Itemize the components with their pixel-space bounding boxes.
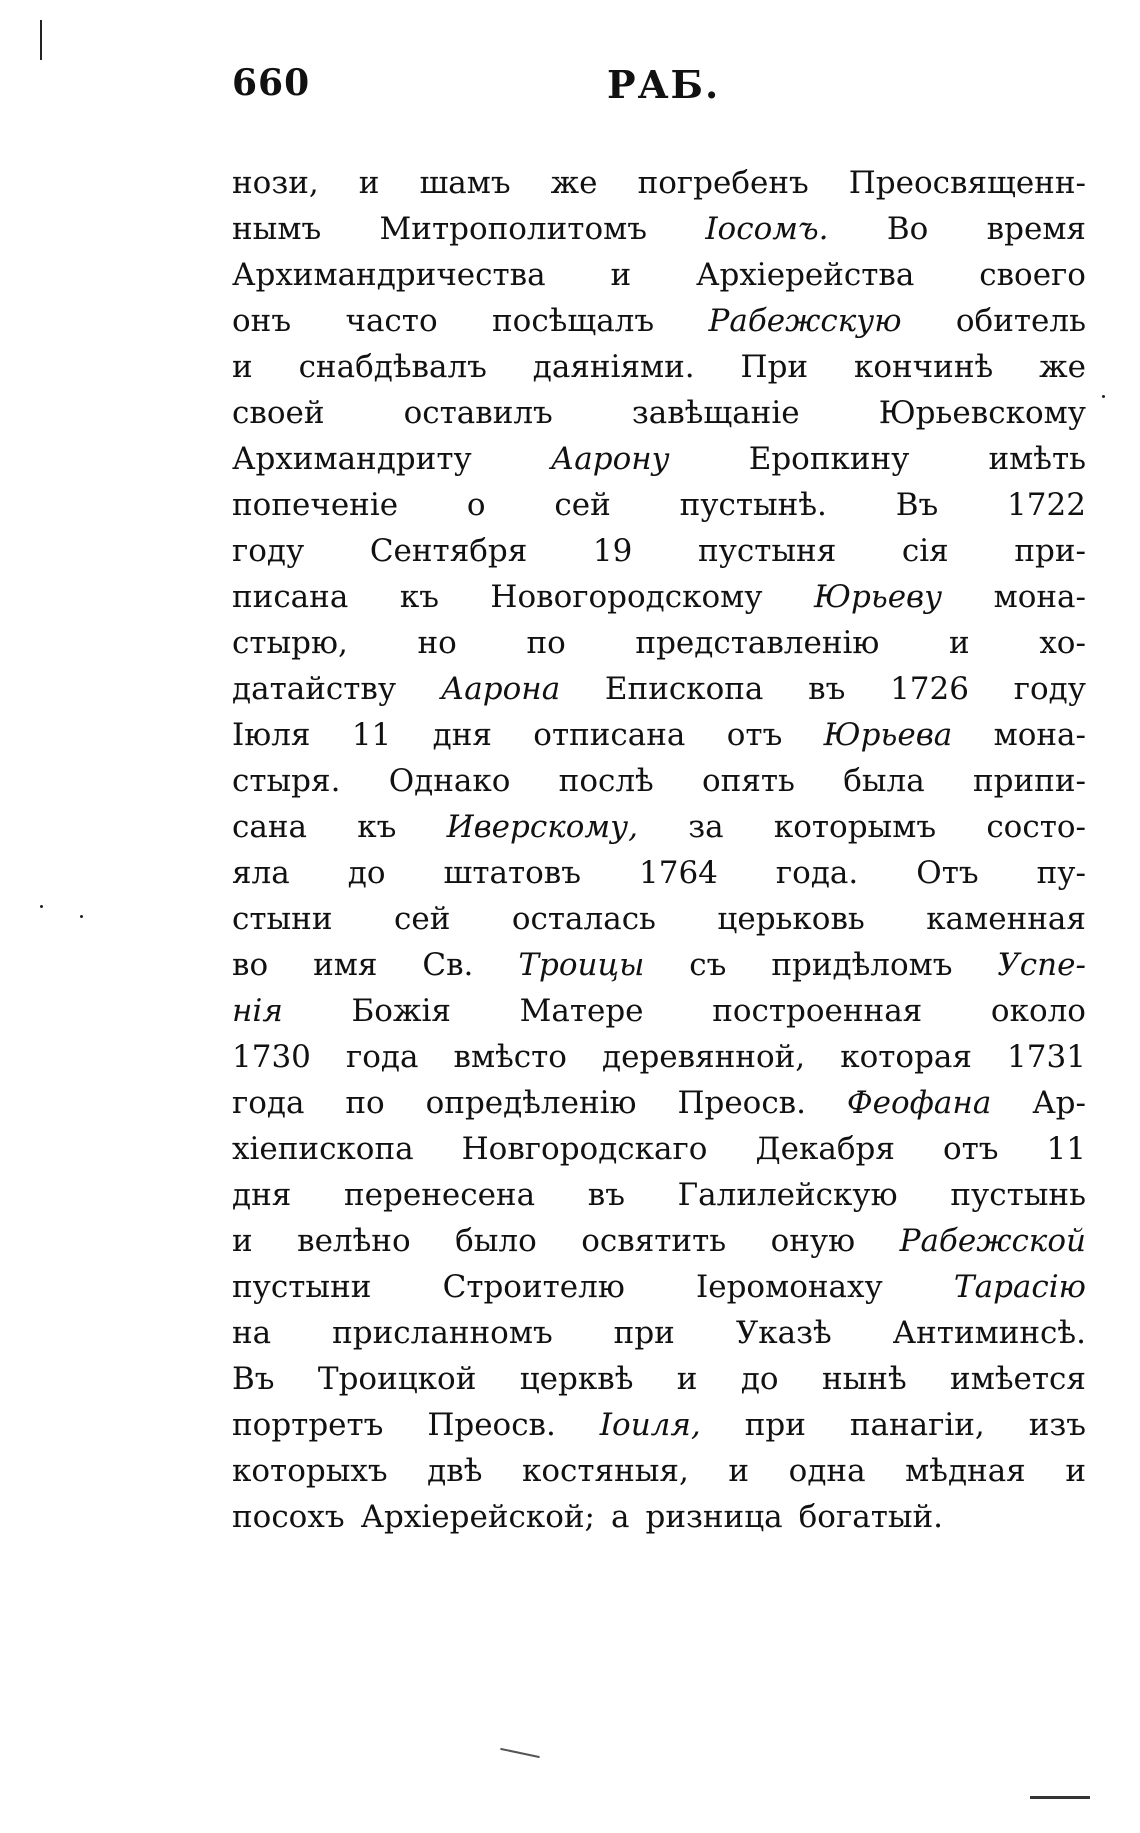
word: съ: [689, 947, 727, 983]
page-number: 660: [232, 62, 311, 104]
word: въ: [587, 1177, 625, 1213]
word: Юрьеву: [814, 579, 943, 615]
word: представленiю: [635, 625, 880, 661]
word: Рабежскую: [708, 303, 902, 339]
word: Успе-: [997, 947, 1086, 983]
word: 1726: [890, 671, 969, 707]
word: 11: [1046, 1131, 1086, 1167]
word: отписана: [533, 717, 686, 753]
word: къ: [357, 809, 397, 845]
word: даянiями.: [532, 349, 695, 385]
word: и: [232, 1223, 253, 1259]
word: стыря.: [232, 763, 341, 799]
word: освятить: [581, 1223, 727, 1259]
word: Юрьева: [823, 717, 953, 753]
word: и: [1065, 1453, 1086, 1489]
word: мона-: [993, 717, 1086, 753]
word: нози,: [232, 165, 319, 201]
word: Преосвященн-: [848, 165, 1086, 201]
word: нымъ: [232, 211, 322, 247]
text-line: [232, 1126, 1086, 1172]
word: а: [611, 1499, 630, 1535]
text-line: [232, 1402, 1086, 1448]
text-line: [232, 666, 1086, 712]
word: богатый.: [798, 1499, 944, 1535]
word: Аарону: [550, 441, 670, 477]
word: Троицы: [518, 947, 645, 983]
word: нiя: [232, 993, 283, 1029]
word: и: [949, 625, 970, 661]
word: Въ: [895, 487, 939, 523]
word: онъ: [232, 303, 292, 339]
word: При: [740, 349, 809, 385]
word: деревянной,: [602, 1039, 806, 1075]
word: обитель: [955, 303, 1086, 339]
word: во: [232, 947, 269, 983]
word: Однако: [388, 763, 511, 799]
word: Юрьевскому: [878, 395, 1086, 431]
text-line: [232, 252, 1086, 298]
word: на: [232, 1315, 272, 1351]
text-line: [232, 206, 1086, 252]
word: шамъ: [419, 165, 511, 201]
word: при-: [1014, 533, 1086, 569]
word: велѣно: [297, 1223, 411, 1259]
word: построенная: [712, 993, 923, 1029]
text-line: [232, 298, 1086, 344]
word: пустынь: [950, 1177, 1086, 1213]
word: сей: [394, 901, 451, 937]
word: имѣется: [950, 1361, 1086, 1397]
word: Архiерейства: [696, 257, 915, 293]
word: къ: [399, 579, 439, 615]
word: въ: [808, 671, 846, 707]
text-line: [232, 482, 1086, 528]
word: часто: [345, 303, 438, 339]
word: присланномъ: [332, 1315, 553, 1351]
word: и: [610, 257, 632, 293]
word: но: [417, 625, 457, 661]
word: припи-: [972, 763, 1086, 799]
word: Феофана: [846, 1085, 992, 1121]
word: и: [676, 1361, 698, 1397]
text-line: [232, 1448, 1086, 1494]
running-head: РАБ.: [607, 62, 721, 107]
word: и: [232, 349, 253, 385]
scan-artifact-rule: [40, 20, 42, 60]
word: штатовъ: [443, 855, 581, 891]
word: года: [345, 1039, 419, 1075]
word: 19: [592, 533, 633, 569]
word: посѣщалъ: [492, 303, 655, 339]
word: дня: [432, 717, 492, 753]
word: посохъ: [232, 1499, 345, 1535]
word: Iосомъ.: [705, 211, 829, 247]
word: до: [740, 1361, 779, 1397]
word: перенесена: [344, 1177, 536, 1213]
text-line: [232, 712, 1086, 758]
word: каменная: [926, 901, 1086, 937]
word: пустынѣ.: [679, 487, 827, 523]
word: хо-: [1039, 625, 1086, 661]
word: мона-: [993, 579, 1086, 615]
word: о: [466, 487, 486, 523]
word: опять: [702, 763, 795, 799]
word: стыни: [232, 901, 333, 937]
text-line: [232, 988, 1086, 1034]
word: оставилъ: [403, 395, 553, 431]
word: писана: [232, 579, 349, 615]
word: Строителю: [442, 1269, 625, 1305]
word: Въ: [232, 1361, 275, 1397]
word: пу-: [1036, 855, 1086, 891]
word: Иверскому,: [446, 809, 638, 845]
text-line: [232, 1356, 1086, 1402]
word: имя: [313, 947, 378, 983]
word: около: [990, 993, 1086, 1029]
text-line: [232, 1218, 1086, 1264]
scan-artifact-dot: [40, 905, 43, 908]
word: изъ: [1028, 1407, 1086, 1443]
word: Отъ: [916, 855, 979, 891]
text-line: [232, 850, 1086, 896]
word: сiя: [901, 533, 949, 569]
word: костяныя,: [521, 1453, 689, 1489]
word: Преосв.: [677, 1085, 806, 1121]
text-line: [232, 574, 1086, 620]
word: мѣдная: [905, 1453, 1026, 1489]
word: Iеромонаху: [695, 1269, 883, 1305]
word: хiепископа: [232, 1131, 414, 1167]
word: Св.: [422, 947, 474, 983]
scan-artifact-dot: [1102, 395, 1105, 398]
word: Епископа: [604, 671, 764, 707]
word: Новогородскому: [490, 579, 763, 615]
text-line: [232, 1034, 1086, 1080]
word: стырю,: [232, 625, 348, 661]
word: Аарона: [440, 671, 561, 707]
word: 1722: [1007, 487, 1086, 523]
word: опредѣленiю: [425, 1085, 637, 1121]
word: завѣщанiе: [631, 395, 800, 431]
word: 1730: [232, 1039, 311, 1075]
word: года: [232, 1085, 305, 1121]
word: году: [1013, 671, 1086, 707]
word: Еропкину: [748, 441, 910, 477]
text-line: [232, 160, 1086, 206]
text-line: [232, 620, 1086, 666]
word: осталась: [511, 901, 656, 937]
scan-artifact-stroke: [500, 1748, 540, 1758]
word: по: [526, 625, 566, 661]
text-line: [232, 942, 1086, 988]
word: датайству: [232, 671, 397, 707]
text-line: [232, 896, 1086, 942]
text-line: [232, 436, 1086, 482]
word: снабдѣвалъ: [298, 349, 487, 385]
word: Новгородскаго: [461, 1131, 708, 1167]
text-line: [232, 1172, 1086, 1218]
word: Декабря: [755, 1131, 895, 1167]
word: 1731: [1007, 1039, 1086, 1075]
text-line: [232, 804, 1086, 850]
word: вмѣсто: [453, 1039, 567, 1075]
word: церьковь: [717, 901, 865, 937]
word: время: [986, 211, 1086, 247]
page-header: [232, 62, 1112, 122]
word: придѣломъ: [771, 947, 953, 983]
text-line: [232, 344, 1086, 390]
word: портретъ: [232, 1407, 384, 1443]
word: было: [455, 1223, 537, 1259]
word: до: [347, 855, 386, 891]
text-line: [232, 1264, 1086, 1310]
word: по: [345, 1085, 385, 1121]
text-line: [232, 1080, 1086, 1126]
word: Троицкой: [317, 1361, 477, 1397]
word: ризница: [645, 1499, 783, 1535]
word: одна: [788, 1453, 866, 1489]
word: послѣ: [558, 763, 654, 799]
word: Тарасiю: [953, 1269, 1086, 1305]
word: своего: [979, 257, 1086, 293]
word: яла: [232, 855, 290, 891]
word: которыхъ: [232, 1453, 388, 1489]
word: Архимандричества: [232, 257, 546, 293]
word: же: [1039, 349, 1086, 385]
word: сана: [232, 809, 307, 845]
word: которая: [840, 1039, 972, 1075]
word: Указѣ: [735, 1315, 832, 1351]
word: была: [843, 763, 925, 799]
scan-artifact-footer: [1030, 1796, 1090, 1799]
word: года.: [775, 855, 859, 891]
word: пустыни: [232, 1269, 372, 1305]
word: 11: [351, 717, 392, 753]
text-line: [232, 1310, 1086, 1356]
body-text: [232, 160, 1086, 1540]
word: отъ: [942, 1131, 999, 1167]
word: Iюля: [232, 717, 311, 753]
text-line: [232, 528, 1086, 574]
word: двѣ: [427, 1453, 483, 1489]
word: Галилейскую: [677, 1177, 898, 1213]
word: Архiерейской;: [360, 1499, 595, 1535]
word: 1764: [639, 855, 718, 891]
word: при: [744, 1407, 806, 1443]
word: Митрополитомъ: [379, 211, 647, 247]
word: погребенъ: [637, 165, 809, 201]
text-line: [232, 390, 1086, 436]
word: Матере: [519, 993, 644, 1029]
word: имѣть: [988, 441, 1086, 477]
word: Во: [886, 211, 929, 247]
word: Рабежской: [899, 1223, 1086, 1259]
word: Антиминсѣ.: [892, 1315, 1086, 1351]
word: которымъ: [773, 809, 937, 845]
text-line: [232, 1494, 1086, 1540]
word: кончинѣ: [853, 349, 994, 385]
word: Ар-: [1032, 1085, 1086, 1121]
scan-artifact-dot: [80, 915, 83, 918]
word: Сентября: [369, 533, 528, 569]
word: пустыня: [697, 533, 837, 569]
word: дня: [232, 1177, 292, 1213]
text-line: [232, 758, 1086, 804]
word: своей: [232, 395, 325, 431]
word: отъ: [726, 717, 783, 753]
word: Архимандриту: [232, 441, 472, 477]
word: оную: [770, 1223, 856, 1259]
word: нынѣ: [821, 1361, 907, 1397]
word: панагiи,: [849, 1407, 985, 1443]
word: состо-: [986, 809, 1086, 845]
word: Преосв.: [427, 1407, 556, 1443]
word: и: [358, 165, 380, 201]
word: попеченiе: [232, 487, 399, 523]
word: Iоиля,: [599, 1407, 701, 1443]
word: и: [728, 1453, 750, 1489]
word: церквѣ: [519, 1361, 634, 1397]
word: же: [550, 165, 598, 201]
word: за: [688, 809, 724, 845]
word: Божiя: [351, 993, 451, 1029]
word: при: [613, 1315, 675, 1351]
word: году: [232, 533, 305, 569]
word: сей: [554, 487, 611, 523]
